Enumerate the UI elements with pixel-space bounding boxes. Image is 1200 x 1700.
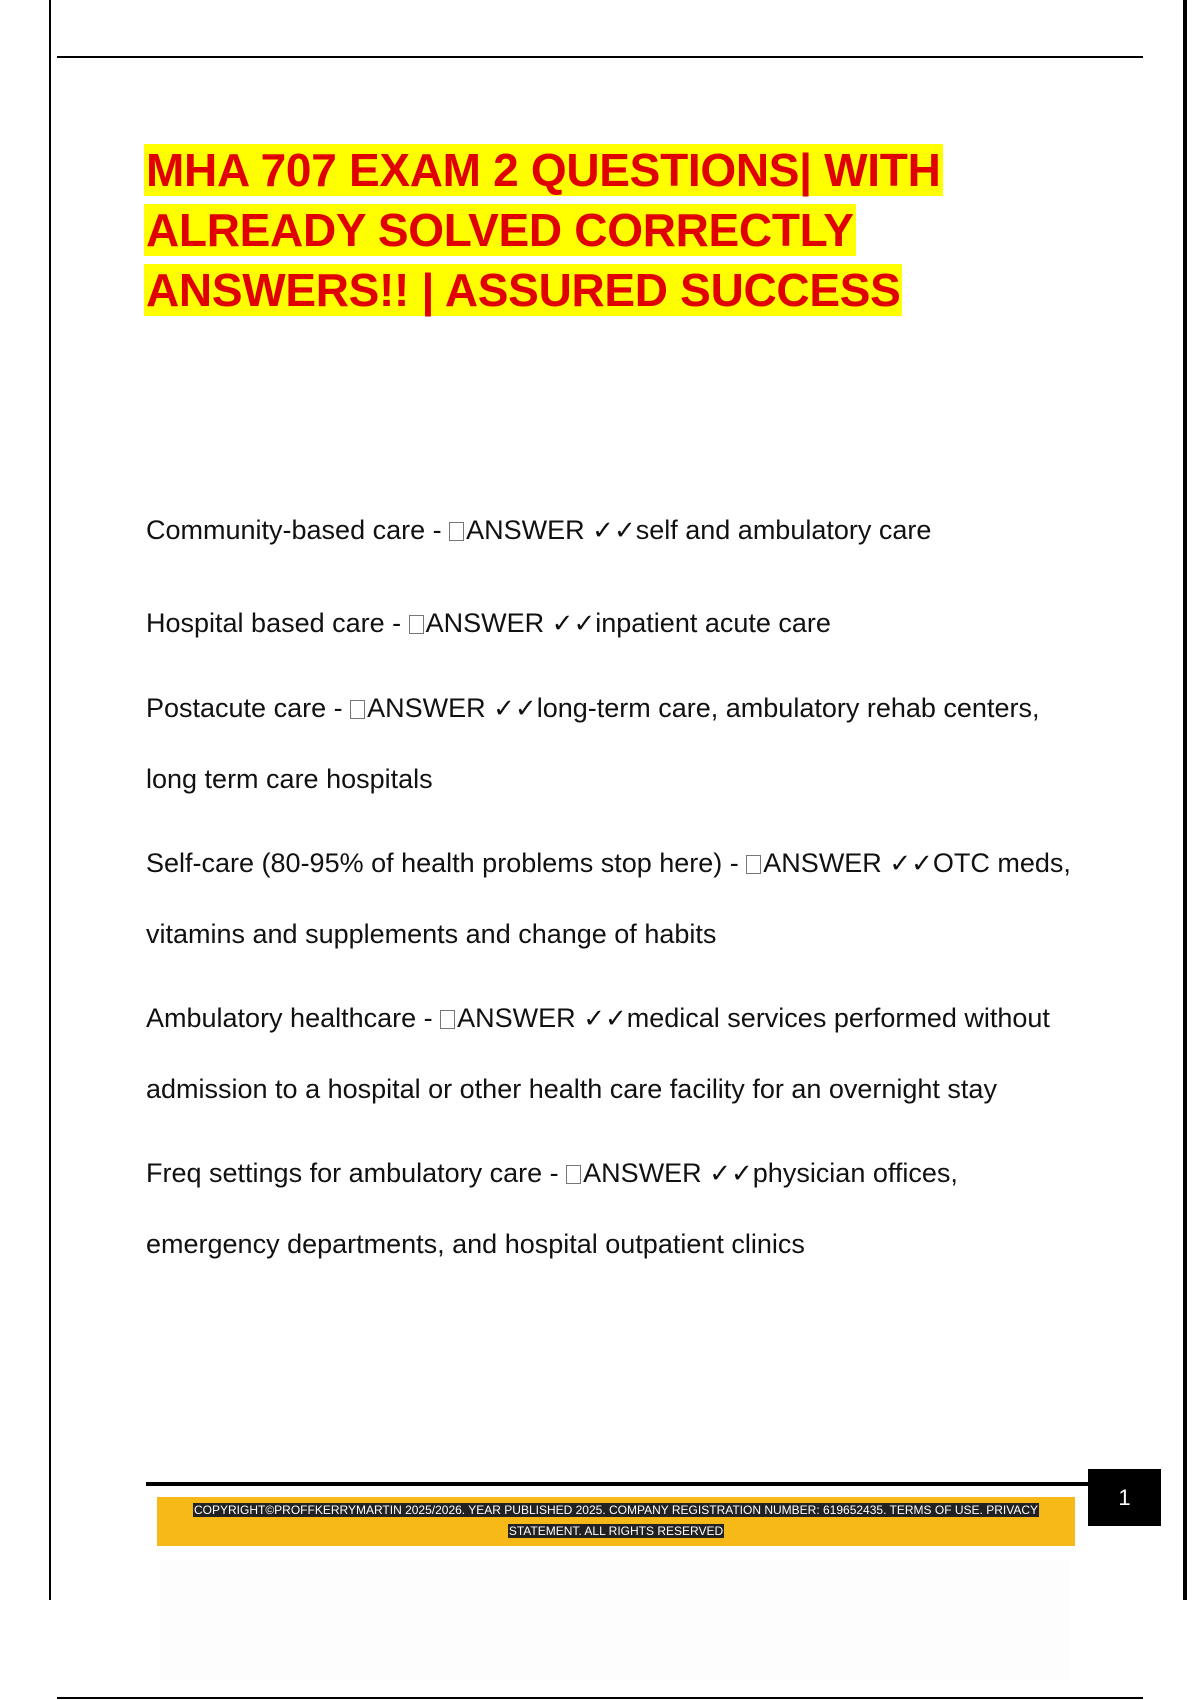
- answer-label: ANSWER: [425, 608, 545, 638]
- qa-term: Postacute care: [146, 693, 327, 723]
- qa-item: Postacute care - ANSWER ✓✓long-term care, ambulatory rehab centers, long term care hospitals: [146, 693, 1040, 794]
- answer-label: ANSWER: [763, 848, 882, 878]
- answer-label: ANSWER: [457, 1003, 576, 1033]
- checkbox-glyph-icon: [449, 522, 464, 541]
- checkbox-glyph-icon: [350, 700, 365, 719]
- qa-list: [146, 495, 1096, 1293]
- top-rule: [57, 56, 1143, 58]
- qa-answer: medical services performed without admission to a hospital or other health care facility for an overnight stay: [146, 1003, 1050, 1104]
- double-check-icon: ✓✓: [592, 516, 636, 546]
- page-number: 1: [1088, 1469, 1161, 1526]
- qa-answer: physician offices, emergency departments, and hospital outpatient clinics: [146, 1158, 958, 1259]
- qa-term: Ambulatory healthcare: [146, 1003, 417, 1033]
- page-border-right: [1183, 0, 1187, 1600]
- qa-answer: OTC meds, vitamins and supplements and change of habits: [146, 848, 1071, 949]
- answer-label: ANSWER: [367, 693, 486, 723]
- answer-label: ANSWER: [583, 1158, 702, 1188]
- double-check-icon: ✓✓: [709, 1159, 753, 1189]
- qa-item: Community-based care - ANSWER ✓✓self and ambulatory care: [146, 515, 932, 546]
- qa-term: Hospital based care: [146, 608, 385, 638]
- copyright-text: COPYRIGHT©PROFFKERRYMARTIN 2025/2026. YEAR PUBLISHED 2025. COMPANY REGISTRATION NUMBER: 619652435. TERMS OF USE. PRIVACY STATEMENT. ALL RIGHTS RESERVED: [194, 1503, 1038, 1538]
- double-check-icon: ✓✓: [583, 1004, 627, 1034]
- footer-rule: [146, 1482, 1090, 1486]
- title-highlight: MHA 707 EXAM 2 QUESTIONS| WITH ALREADY SOLVED CORRECTLY ANSWERS!! | ASSURED SUCCESS: [146, 144, 941, 316]
- checkbox-glyph-icon: [440, 1010, 455, 1029]
- qa-term: Community-based care: [146, 515, 426, 545]
- answer-label: ANSWER: [466, 515, 585, 545]
- footer-shadow-area: [160, 1560, 1070, 1680]
- checkbox-glyph-icon: [566, 1165, 581, 1184]
- bottom-rule: [57, 1697, 1143, 1699]
- double-check-icon: ✓✓: [889, 849, 933, 879]
- qa-answer: inpatient acute care: [595, 608, 831, 638]
- double-check-icon: ✓✓: [551, 609, 596, 639]
- checkbox-glyph-icon: [746, 855, 761, 874]
- qa-item: Freq settings for ambulatory care - ANSWER ✓✓physician offices, emergency departments, and hospital outpatient clinics: [146, 1158, 958, 1259]
- qa-answer: self and ambulatory care: [635, 515, 932, 545]
- page-border-left: [49, 0, 51, 1600]
- qa-term: Self-care (80-95% of health problems stop here): [146, 848, 723, 878]
- checkbox-glyph-icon: [409, 615, 424, 634]
- double-check-icon: ✓✓: [493, 694, 537, 724]
- copyright-notice: [170, 1500, 1062, 1542]
- qa-item: Hospital based care - ANSWER ✓✓inpatient acute care: [146, 608, 831, 639]
- qa-answer: long-term care, ambulatory rehab centers, long term care hospitals: [146, 693, 1040, 794]
- document-title: [144, 140, 1044, 320]
- qa-item: Ambulatory healthcare - ANSWER ✓✓medical services performed without admission to a hospital or other health care facility for an overnight stay: [146, 1003, 1050, 1104]
- qa-term: Freq settings for ambulatory care: [146, 1158, 543, 1188]
- qa-item: Self-care (80-95% of health problems stop here) - ANSWER ✓✓OTC meds, vitamins and supplements and change of habits: [146, 848, 1071, 949]
